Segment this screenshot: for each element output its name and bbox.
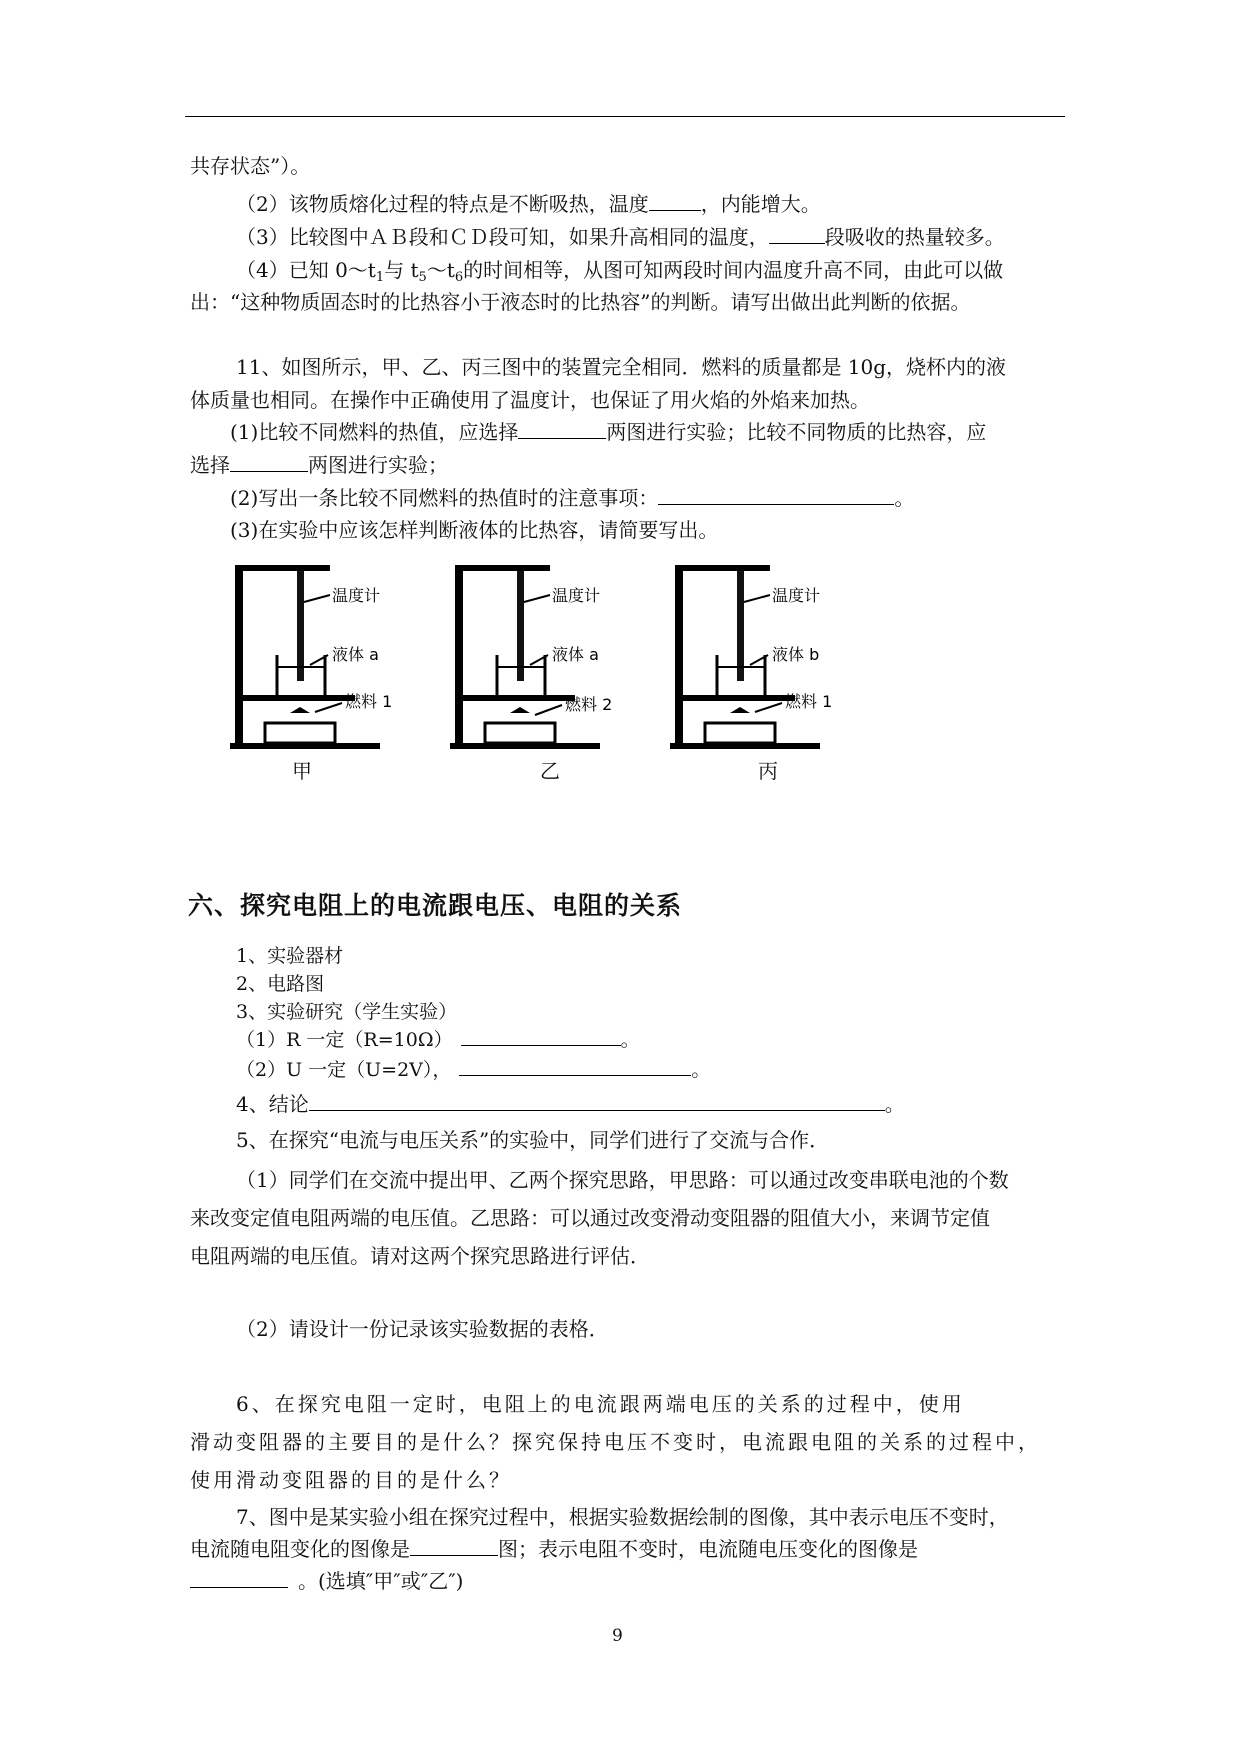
figure-label-yi: 乙 xyxy=(540,759,560,783)
liquid-label: 液体 a xyxy=(332,645,379,664)
text-line: 使用滑动变阻器的目的是什么？ xyxy=(190,1468,512,1492)
text-line: 3、实验研究（学生实验） xyxy=(236,1001,458,1023)
page-number: 9 xyxy=(612,1626,623,1646)
text-line: 共存状态”）。 xyxy=(190,154,311,178)
text-line: (3)在实验中应该怎样判断液体的比热容，请简要写出。 xyxy=(230,518,719,542)
text-line: 7、图中是某实验小组在探究过程中，根据实验数据绘制的图像，其中表示电压不变时， xyxy=(236,1505,1009,1529)
fuel-label: 燃料 2 xyxy=(565,695,613,714)
text-line: （2）该物质熔化过程的特点是不断吸热，温度 ，内能增大。 xyxy=(236,192,821,216)
thermometer-label: 温度计 xyxy=(772,586,821,605)
answer-blank[interactable] xyxy=(658,486,894,505)
text-line: （2）U 一定（U=2V）， 。 xyxy=(236,1059,711,1081)
figure-label-jia: 甲 xyxy=(292,759,312,783)
text-line: (2)写出一条比较不同燃料的热值时的注意事项： 。 xyxy=(230,486,915,510)
panel-bing xyxy=(670,565,832,749)
answer-blank[interactable] xyxy=(190,1569,288,1588)
text-line: 电阻两端的电压值。请对这两个探究思路进行评估． xyxy=(190,1244,650,1268)
text-line: （4）已知 $0\sim t_1$与 $t_5\sim t_6$的时间相等，从图可知两段时间内温度升高不同，由此可以做 xyxy=(236,258,1004,285)
answer-blank[interactable] xyxy=(649,192,701,211)
thermometer-label: 温度计 xyxy=(332,586,381,605)
text-line: (1)比较不同燃料的热值，应选择 两图进行实验；比较不同物质的比热容，应 xyxy=(230,420,987,444)
answer-blank[interactable] xyxy=(769,225,825,244)
text-line: 选择 两图进行实验； xyxy=(190,453,448,477)
text-line: 电流随电阻变化的图像是 图；表示电阻不变时，电流随电压变化的图像是 xyxy=(190,1537,918,1561)
figure-label-bing: 丙 xyxy=(758,759,778,783)
answer-blank[interactable] xyxy=(518,420,606,439)
text-line: （3）比较图中ＡＢ段和ＣＤ段可知，如果升高相同的温度， 段吸收的热量较多。 xyxy=(236,225,1005,249)
text-line: 。(选填″甲″或″乙″) xyxy=(190,1567,464,1595)
text-line: （2）请设计一份记录该实验数据的表格． xyxy=(236,1317,609,1341)
header-rule xyxy=(185,116,1065,117)
answer-blank[interactable] xyxy=(230,453,308,472)
text-line: 出：“这种物质固态时的比热容小于液态时的比热容”的判断。请写出做出此判断的依据。 xyxy=(190,290,971,314)
text-line: 11、如图所示，甲、乙、丙三图中的装置完全相同．燃料的质量都是 10g，烧杯内的液 xyxy=(236,355,1007,379)
answer-blank[interactable] xyxy=(410,1537,498,1556)
section-title: 六、探究电阻上的电流跟电压、电阻的关系 xyxy=(188,891,683,920)
text-line: 1、实验器材 xyxy=(236,945,344,967)
answer-blank[interactable] xyxy=(461,1027,621,1046)
text-line: 2、电路图 xyxy=(236,973,325,995)
thermometer-label: 温度计 xyxy=(552,586,601,605)
liquid-label: 液体 b xyxy=(772,645,820,664)
panel-jia xyxy=(230,565,392,749)
text-line: （1）R 一定（R=10Ω） 。 xyxy=(236,1029,640,1051)
text-line: 滑动变阻器的主要目的是什么？探究保持电压不变时，电流跟电阻的关系的过程中， xyxy=(190,1430,1041,1454)
answer-blank[interactable] xyxy=(309,1092,885,1111)
text-line: 5、在探究“电流与电压关系”的实验中，同学们进行了交流与合作． xyxy=(236,1128,830,1152)
text-line: 6、在探究电阻一定时，电阻上的电流跟两端电压的关系的过程中，使用 xyxy=(236,1392,965,1416)
apparatus-figure xyxy=(230,555,910,755)
liquid-label: 液体 a xyxy=(552,645,599,664)
fuel-label: 燃料 1 xyxy=(785,692,833,711)
answer-blank[interactable] xyxy=(459,1057,691,1076)
text-line: （1）同学们在交流中提出甲、乙两个探究思路，甲思路：可以通过改变串联电池的个数 xyxy=(236,1168,1009,1192)
text-line: 体质量也相同。在操作中正确使用了温度计，也保证了用火焰的外焰来加热。 xyxy=(190,388,870,412)
panel-yi xyxy=(450,565,612,749)
text-line: 来改变定值电阻两端的电压值。乙思路：可以通过改变滑动变阻器的阻值大小，来调节定值 xyxy=(190,1206,990,1230)
fuel-label: 燃料 1 xyxy=(345,692,393,711)
text-line: 4、结论 。 xyxy=(236,1092,905,1116)
